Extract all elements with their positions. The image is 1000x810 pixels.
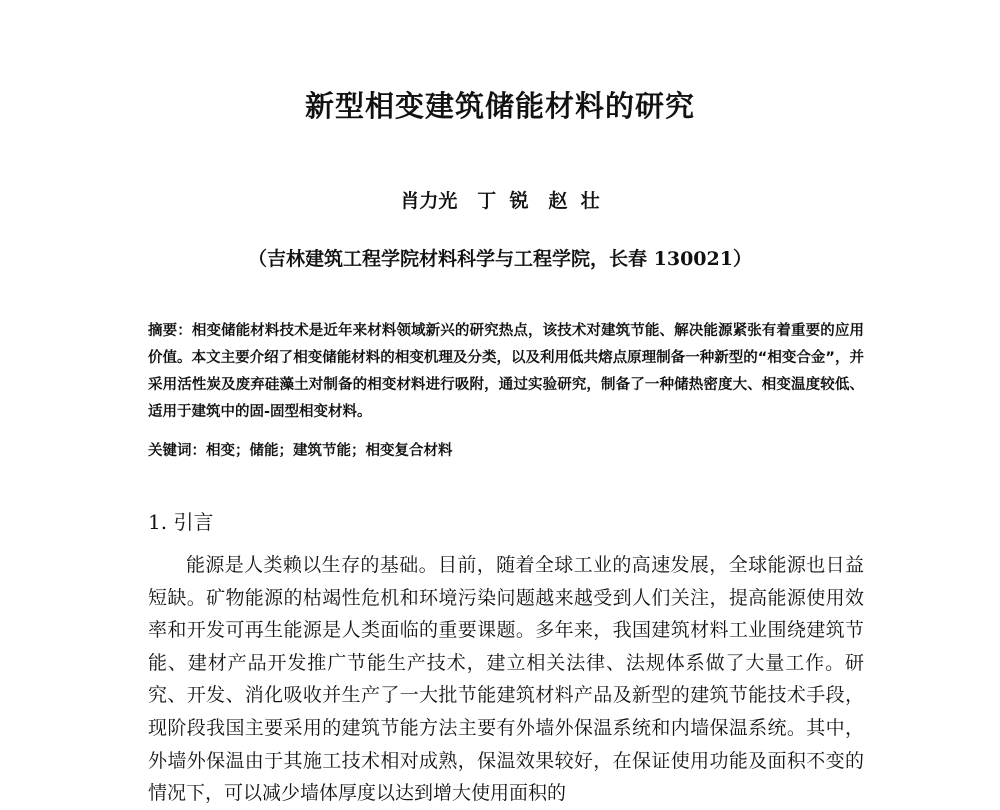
- paper-title: 新型相变建筑储能材料的研究: [304, 89, 695, 123]
- author-affiliation: （吉林建筑工程学院材料科学与工程学院，长春 130021）: [248, 248, 752, 270]
- abstract-paragraph: 摘要：相变储能材料技术是近年来材料领域新兴的研究热点，该技术对建筑节能、解决能源紧张有着重要的应用价值。本文主要介绍了相变储能材料的相变机理及分类，以及利用低共熔点原理制备一种新型的“相变合金”，并采用活性炭及废弃硅藻土对制备的相变材料进行吸附，通过实验研究，制备了一种储热密度大、相变温度较低、适用于建筑中的固-固型相变材料。: [148, 323, 864, 420]
- introduction-paragraph: 能源是人类赖以生存的基础。目前，随着全球工业的高速发展，全球能源也日益短缺。矿物能源的枯竭性危机和环境污染问题越来越受到人们关注，提高能源使用效率和开发可再生能源是人类面临的重要课题。多年来，我国建筑材料工业围绕建筑节能、建材产品开发推广节能生产技术，建立相关法律、法规体系做了大量工作。研究、开发、消化吸收并生产了一大批节能建筑材料产品及新型的建筑节能技术手段，现阶段我国主要采用的建筑节能方法主要有外墙外保温系统和内墙保温系统。其中，外墙外保温由于其施工技术相对成熟，保温效果较好，在保证使用功能及面积不变的情况下，可以减少墙体厚度以达到增大使用面积的: [148, 554, 864, 805]
- keywords-line: 关键词：相变；储能；建筑节能；相变复合材料: [148, 443, 453, 459]
- author-list: 肖力光 丁 锐 赵 壮: [400, 190, 600, 212]
- section-heading-introduction: 1. 引言: [148, 510, 214, 534]
